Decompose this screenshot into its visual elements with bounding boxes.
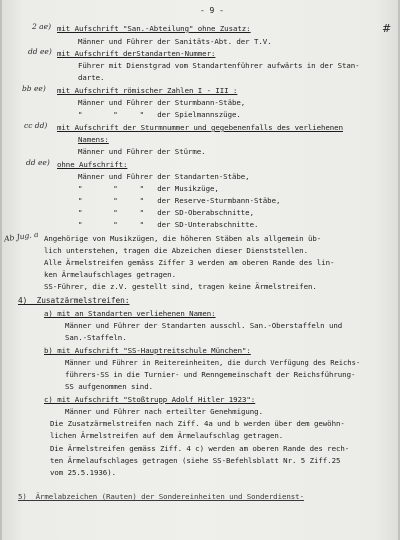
text-line: Männer und Führer der Sturmbann-Stäbe,: [78, 98, 246, 107]
text-line: Alle Ärmelstreifen gemäss Ziffer 3 werden am oberen Rande des lin-: [44, 258, 335, 267]
text-line: Männer und Führer nach erteilter Genehmigung.: [65, 407, 263, 416]
text-line: Angehörige von Musikzügen, die höheren Stäben als allgemein üb-: [44, 234, 322, 243]
text-line: Männer und Führer der Stürme.: [78, 147, 206, 156]
text-line: mit Aufschrift der Sturmnummer und gegebenenfalls des verliehenen: [57, 123, 343, 132]
text-line: Männer und Führer in Reitereinheiten, die durch Verfügung des Reichs-: [65, 358, 361, 367]
text-line: " " " der Musikzüge,: [78, 184, 219, 193]
text-line: " " " der SD-Unterabschnitte.: [78, 220, 259, 229]
margin-hash-mark: #: [382, 22, 392, 35]
text-line: Namens:: [78, 135, 109, 144]
text-line: San.-Staffeln.: [65, 333, 127, 342]
scan-edge-shadow: [0, 0, 2, 540]
text-line: c) mit Aufschrift "Stoßtrupp Adolf Hitler 1923":: [44, 395, 256, 404]
text-line: SS aufgenommen sind.: [65, 382, 153, 391]
margin-mark: bb ee): [22, 84, 46, 93]
text-line: SS-Führer, die z.V. gestellt sind, tragen keine Ärmelstreifen.: [44, 282, 317, 291]
margin-mark: cc dd): [24, 121, 48, 130]
text-line: Die Zusatzärmelstreifen nach Ziff. 4a und b werden über dem gewöhn-: [50, 419, 345, 428]
text-line: a) mit an Standarten verliehenen Namen:: [44, 309, 216, 318]
section-heading: 4) Zusatzärmelstreifen:: [18, 296, 130, 305]
text-line: Männer und Führer der Standarten ausschl. San.-Oberstaffeln und: [65, 321, 343, 330]
text-line: Die Ärmelstreifen gemäss Ziff. 4 c) werden am oberen Rande des rech-: [50, 444, 350, 453]
margin-mark: dd ee): [26, 158, 50, 167]
text-line: Männer und Führer der Standarten-Stäbe,: [78, 172, 250, 181]
text-line: ken Ärmelaufschlages getragen.: [44, 270, 176, 279]
page-number: - 9 -: [200, 6, 224, 15]
text-line: vom 25.5.1936).: [50, 468, 116, 477]
text-line: lichen Ärmelstreifen auf dem Ärmelaufschlag getragen.: [50, 431, 284, 440]
text-line: Führer mit Dienstgrad vom Standartenführer aufwärts in der Stan-: [78, 61, 360, 70]
margin-mark: 2 ae): [32, 22, 51, 31]
text-line: lich unterstehen, tragen die Abzeichen dieser Dienststellen.: [44, 246, 308, 255]
section-heading: 5) Ärmelabzeichen (Rauten) der Sondereinheiten und Sonderdienst-: [18, 492, 304, 501]
text-line: " " " der Reserve-Sturmbann-Stäbe,: [78, 196, 281, 205]
text-line: mit Aufschrift derStandarten-Nummer:: [57, 49, 216, 58]
text-line: Männer und Führer der Sanitäts-Abt. der T.V.: [78, 37, 272, 46]
text-line: ten Ärmelaufschlages getragen (siehe SS-Befehlsblatt Nr. 5 Ziff.25: [50, 456, 341, 465]
text-line: " " " der SD-Oberabschnitte,: [78, 208, 254, 217]
margin-mark: Ab Jug. a: [3, 229, 39, 244]
text-line: führers-SS in die Turnier- und Renngemeinschaft der Reichsführung-: [65, 370, 356, 379]
text-line: mit Aufschrift römischer Zahlen I - III :: [57, 86, 238, 95]
text-line: darte.: [78, 73, 105, 82]
text-line: b) mit Aufschrift "SS-Hauptreitschule München":: [44, 346, 251, 355]
text-line: mit Aufschrift "San.-Abteilung" ohne Zusatz:: [57, 24, 251, 33]
text-line: " " " der Spielmannszüge.: [78, 110, 241, 119]
margin-mark: dd ee): [28, 47, 52, 56]
text-line: ohne Aufschrift:: [57, 160, 128, 169]
